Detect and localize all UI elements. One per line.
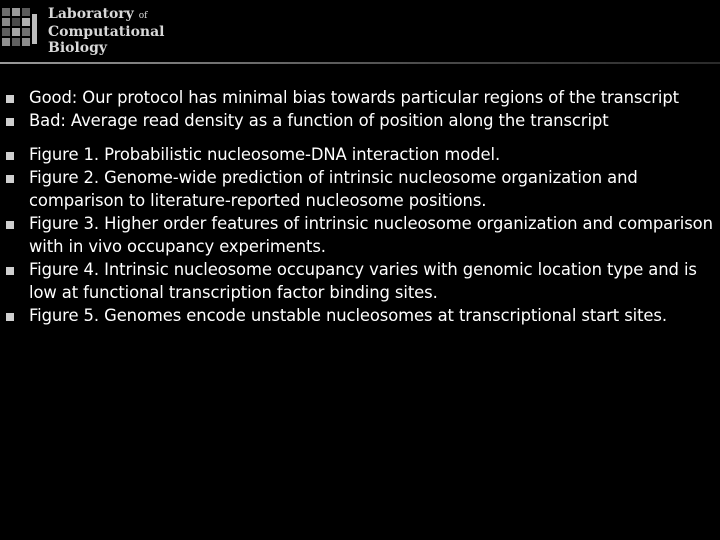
lab-name-of: of — [138, 11, 148, 21]
bullet-item — [0, 258, 720, 304]
bullet-item — [0, 109, 720, 132]
bullet-item — [0, 86, 720, 109]
bullet-square-icon — [6, 175, 14, 183]
bullet-item — [0, 304, 720, 327]
bullet-square-icon — [6, 152, 14, 160]
bullet-text: Figure 1. Probabilistic nucleosome-DNA interaction model. — [29, 145, 501, 164]
bullet-text: Figure 4. Intrinsic nucleosome occupancy varies with genomic location type and is low at functional transcription factor binding sites. — [29, 260, 697, 302]
lab-name-line2: Computational — [48, 24, 165, 40]
bullet-text: Figure 3. Higher order features of intrinsic nucleosome organization and comparison with in vivo occupancy experiments. — [29, 214, 713, 256]
bullet-text: Bad: Average read density as a function of position along the transcript — [29, 111, 609, 130]
bullet-text: Good: Our protocol has minimal bias towards particular regions of the transcript — [29, 88, 679, 107]
bullet-text: Figure 2. Genome-wide prediction of intrinsic nucleosome organization and comparison to literature-reported nucleosome positions. — [29, 168, 638, 210]
bullet-square-icon — [6, 118, 14, 126]
slide-header — [0, 0, 720, 62]
lab-logo-icon — [0, 4, 40, 54]
bullet-item — [0, 212, 720, 258]
bullet-square-icon — [6, 95, 14, 103]
bullet-text: Figure 5. Genomes encode unstable nucleosomes at transcriptional start sites. — [29, 306, 667, 325]
lab-name — [48, 6, 165, 56]
bullet-square-icon — [6, 267, 14, 275]
bullet-item — [0, 166, 720, 212]
bullet-item — [0, 143, 720, 166]
bullet-square-icon — [6, 313, 14, 321]
lab-name-line1: Laboratory — [48, 6, 134, 22]
bullet-list — [0, 86, 720, 327]
header-divider — [0, 62, 720, 64]
bullet-square-icon — [6, 221, 14, 229]
lab-name-line3: Biology — [48, 40, 108, 56]
